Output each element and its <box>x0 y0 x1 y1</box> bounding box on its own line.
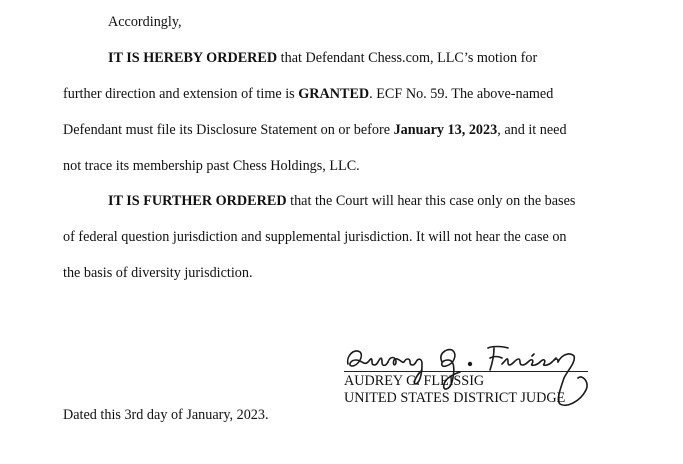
para2-line-3: the basis of diversity jurisdiction. <box>63 265 253 281</box>
judge-title: UNITED STATES DISTRICT JUDGE <box>344 390 566 406</box>
accordingly-line: Accordingly, <box>108 14 182 30</box>
hereby-ordered-heading: IT IS HEREBY ORDERED <box>108 50 278 66</box>
para1-line-1 <box>108 49 537 67</box>
para1-line-2-text: further direction and extension of time is <box>63 86 299 102</box>
para1-line-2-tail: . ECF No. 59. The above-named <box>369 86 554 102</box>
para1-line-3 <box>63 121 567 139</box>
para2-line-1 <box>108 192 575 210</box>
deadline-date: January 13, 2023 <box>393 122 498 138</box>
further-ordered-heading: IT IS FURTHER ORDERED <box>108 193 287 209</box>
para1-line-4: not trace its membership past Chess Holdings, LLC. <box>63 158 360 174</box>
para2-line-1-text: that the Court will hear this case only on the bases <box>286 193 576 209</box>
para2-line-2: of federal question jurisdiction and supplemental jurisdiction. It will not hear the case on <box>63 229 567 245</box>
dated-line: Dated this 3rd day of January, 2023. <box>63 407 269 423</box>
para1-line-3-tail: , and it need <box>497 122 567 138</box>
para1-line-3-text: Defendant must file its Disclosure Statement on or before <box>63 122 394 138</box>
judge-name: AUDREY G. FLEISSIG <box>344 373 485 389</box>
granted-text: GRANTED <box>298 86 370 102</box>
para1-line-1-text: that Defendant Chess.com, LLC’s motion for <box>277 50 538 66</box>
signature-line <box>344 371 588 372</box>
para1-line-2 <box>63 85 553 103</box>
